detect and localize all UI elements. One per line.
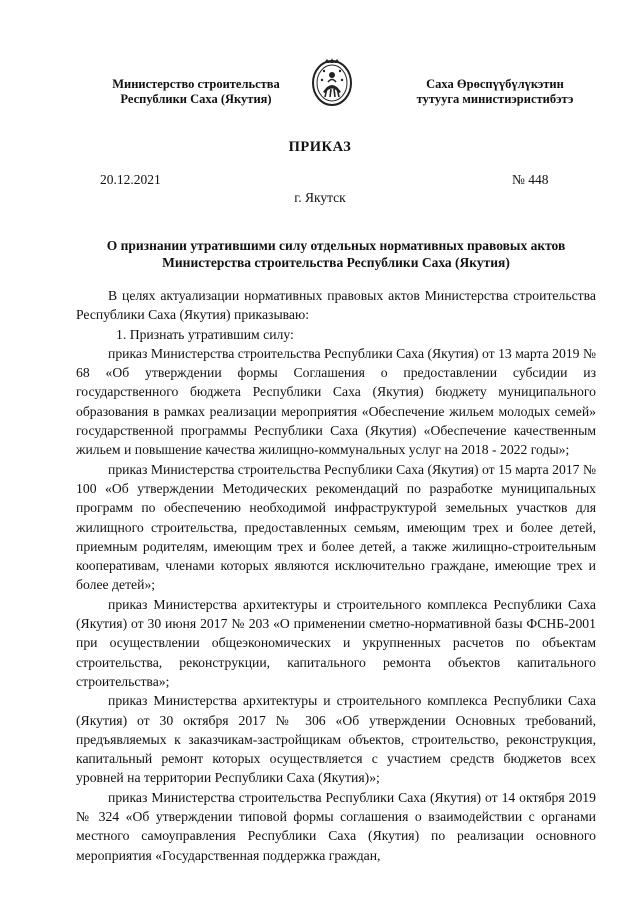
ministry-name-sah-line1: Саха Өрөспүүбүлүкэтин	[426, 77, 564, 91]
paragraph-3: приказ Министерства архитектуры и строительного комплекса Республики Саха (Якутия) от 30 июня 2017 № 203 «О применении сметно-нормативной базы ФСНБ-2001 при осуществлении общеэкономических и укрупненных расчетов по объектам строительства, реконструкции, капитального ремонта объектов капитального строительства»;	[76, 596, 596, 689]
document-city: г. Якутск	[294, 190, 346, 205]
ministry-name-ru-line2: Республики Саха (Якутия)	[120, 92, 272, 106]
subject-line2: Министерства строительства Республики Саха (Якутия)	[162, 255, 510, 270]
document-title: ПРИКАЗ	[288, 139, 352, 155]
intro-paragraph: В целях актуализации нормативных правовых актов Министерства строительства Республики Саха (Якутия) приказываю:	[76, 288, 596, 323]
document-number: № 448	[512, 172, 549, 187]
ministry-name-ru-line1: Министерство строительства	[112, 77, 280, 91]
item-1: 1. Признать утратившим силу:	[116, 326, 294, 342]
ministry-name-yakut	[400, 77, 590, 107]
ministry-name-sah-line2: тутууга министиэристибэтэ	[416, 92, 574, 106]
document-date: 20.12.2021	[100, 172, 161, 187]
paragraph-5: приказ Министерства строительства Республики Саха (Якутия) от 14 октября 2019 № 324 «Об утверждении типовой формы соглашения о взаимодействии с органами местного самоуправления Республики Саха (Якутия) по реализации основного мероприятия «Государственная поддержка граждан,	[76, 789, 596, 863]
document-subject	[76, 237, 596, 271]
paragraph-1: приказ Министерства строительства Республики Саха (Якутия) от 13 марта 2019 № 68 «Об утверждении формы Соглашения о предоставлении субсидии из государственного бюджета Республики Саха (Якутия) бюджету муниципального образования в рамках реализации мероприятия «Обеспечение жильем молодых семей» государственной программы Республики Саха (Якутия) «Обеспечение качественным жильем и повышение качества жилищно-коммунальных услуг на 2018 - 2022 годы»;	[76, 345, 597, 458]
paragraph-2: приказ Министерства строительства Республики Саха (Якутия) от 15 марта 2017 № 100 «Об утверждении Методических рекомендаций по разработке муниципальных программ по обеспечению необходимой инфраструктурой земельных участков для жилищного строительства, предоставленных семьям, имеющим трех и более детей, приемным родителям, имеющим трех и более детей, а также жилищно-строительным кооперативам, членами которых являются исключительно граждане, имеющие трех и более детей»;	[76, 461, 597, 593]
sakha-coat-of-arms-icon	[310, 56, 354, 108]
ministry-name-russian	[96, 77, 296, 107]
document-body	[76, 286, 596, 865]
paragraph-4: приказ Министерства архитектуры и строительного комплекса Республики Саха (Якутия) от 30 октября 2017 № 306 «Об утверждении Основных требований, предъявляемых к заказчикам-застройщикам объектов, строительство, реконструкция, капитальный ремонт которых осуществляется с участием средств бюджетов всех уровней на территории Республики Саха (Якутия)»;	[76, 693, 596, 786]
subject-line1: О признании утратившими силу отдельных нормативных правовых актов	[106, 238, 566, 253]
